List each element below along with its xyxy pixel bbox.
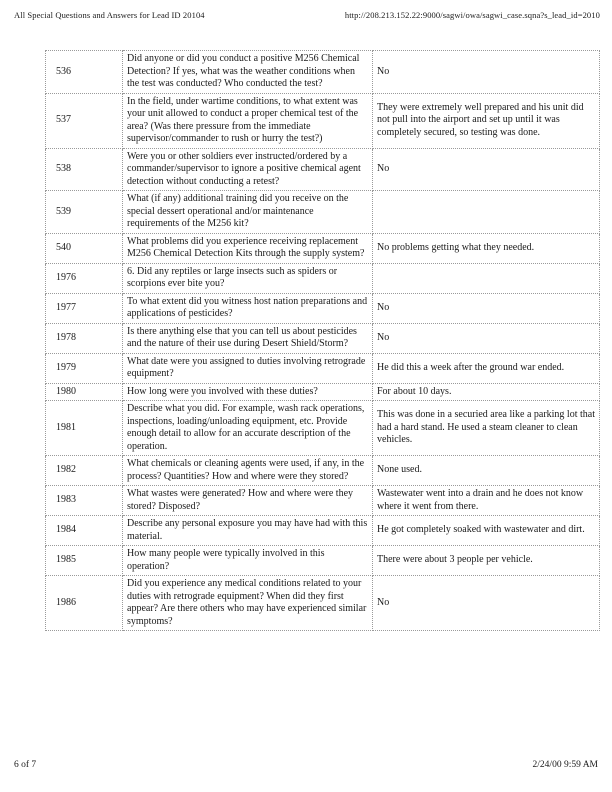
question-id-cell: 539 bbox=[46, 191, 123, 234]
question-cell: 6. Did any reptiles or large insects such as spiders or scorpions ever bite you? bbox=[123, 263, 373, 293]
answer-cell: No bbox=[373, 323, 600, 353]
question-cell: How many people were typically involved in this operation? bbox=[123, 546, 373, 576]
question-id-cell: 1979 bbox=[46, 353, 123, 383]
answer-cell: This was done in a securied area like a parking lot that had a hard stand. He used a steam cleaner to clean vehicles. bbox=[373, 401, 600, 456]
table-row bbox=[46, 293, 600, 323]
question-cell: Did anyone or did you conduct a positive M256 Chemical Detection? If yes, what was the weather conditions when the test was conducted? Who conducted the test? bbox=[123, 51, 373, 94]
document-title: All Special Questions and Answers for Lead ID 20104 bbox=[14, 10, 205, 20]
table-row bbox=[46, 148, 600, 191]
question-id-cell: 1983 bbox=[46, 486, 123, 516]
question-id-cell: 1980 bbox=[46, 383, 123, 401]
qa-table bbox=[45, 50, 600, 631]
answer-cell: He did this a week after the ground war ended. bbox=[373, 353, 600, 383]
question-cell: How long were you involved with these duties? bbox=[123, 383, 373, 401]
answer-cell: Wastewater went into a drain and he does not know where it went from there. bbox=[373, 486, 600, 516]
question-id-cell: 1978 bbox=[46, 323, 123, 353]
answer-cell bbox=[373, 191, 600, 234]
question-id-cell: 1986 bbox=[46, 576, 123, 631]
answer-cell: No bbox=[373, 293, 600, 323]
answer-cell: No bbox=[373, 51, 600, 94]
answer-cell: No bbox=[373, 576, 600, 631]
question-id-cell: 1981 bbox=[46, 401, 123, 456]
question-id-cell: 537 bbox=[46, 93, 123, 148]
question-cell: What date were you assigned to duties involving retrograde equipment? bbox=[123, 353, 373, 383]
answer-cell: No bbox=[373, 148, 600, 191]
question-cell: Is there anything else that you can tell us about pesticides and the nature of their use during Desert Shield/Storm? bbox=[123, 323, 373, 353]
question-cell: To what extent did you witness host nation preparations and applications of pesticides? bbox=[123, 293, 373, 323]
question-id-cell: 540 bbox=[46, 233, 123, 263]
table-row bbox=[46, 546, 600, 576]
question-cell: What problems did you experience receiving replacement M256 Chemical Detection Kits through the supply system? bbox=[123, 233, 373, 263]
answer-cell: He got completely soaked with wastewater and dirt. bbox=[373, 516, 600, 546]
table-row bbox=[46, 51, 600, 94]
table-row bbox=[46, 576, 600, 631]
question-id-cell: 1977 bbox=[46, 293, 123, 323]
qa-table-body bbox=[46, 51, 600, 631]
question-cell: In the field, under wartime conditions, to what extent was your unit allowed to conduct a proper chemical test of the area? (Was there pressure from the immediate supervisor/commander to rush or hurry the test?) bbox=[123, 93, 373, 148]
question-id-cell: 1976 bbox=[46, 263, 123, 293]
answer-cell bbox=[373, 263, 600, 293]
print-timestamp: 2/24/00 9:59 AM bbox=[532, 760, 598, 770]
answer-cell: No problems getting what they needed. bbox=[373, 233, 600, 263]
question-cell: Were you or other soldiers ever instructed/ordered by a commander/supervisor to ignore a positive chemical agent detection without conducting a retest? bbox=[123, 148, 373, 191]
answer-cell: For about 10 days. bbox=[373, 383, 600, 401]
question-cell: Describe what you did. For example, wash rack operations, inspections, loading/unloading equipment, etc. Provide enough detail to allow for an accurate description of the operation. bbox=[123, 401, 373, 456]
question-cell: Did you experience any medical conditions related to your duties with retrograde equipment? When did they first appear? Are there others who may have experienced similar symptoms? bbox=[123, 576, 373, 631]
table-row bbox=[46, 353, 600, 383]
question-id-cell: 1985 bbox=[46, 546, 123, 576]
question-cell: What chemicals or cleaning agents were used, if any, in the process? Quantities? How and where were they stored? bbox=[123, 456, 373, 486]
page-number: 6 of 7 bbox=[14, 760, 37, 770]
answer-cell: They were extremely well prepared and his unit did not pull into the airport and set up until it was completely secured, so testing was done. bbox=[373, 93, 600, 148]
question-id-cell: 1982 bbox=[46, 456, 123, 486]
answer-cell: None used. bbox=[373, 456, 600, 486]
table-row bbox=[46, 263, 600, 293]
table-row bbox=[46, 516, 600, 546]
question-id-cell: 536 bbox=[46, 51, 123, 94]
question-cell: Describe any personal exposure you may have had with this material. bbox=[123, 516, 373, 546]
question-id-cell: 538 bbox=[46, 148, 123, 191]
table-row bbox=[46, 233, 600, 263]
table-row bbox=[46, 486, 600, 516]
question-cell: What wastes were generated? How and where were they stored? Disposed? bbox=[123, 486, 373, 516]
answer-cell: There were about 3 people per vehicle. bbox=[373, 546, 600, 576]
page-footer bbox=[14, 760, 598, 770]
table-row bbox=[46, 401, 600, 456]
table-row bbox=[46, 323, 600, 353]
table-row bbox=[46, 456, 600, 486]
document-url: http://208.213.152.22:9000/sagwi/owa/sagwi_case.sqna?s_lead_id=2010 bbox=[344, 10, 600, 20]
table-row bbox=[46, 383, 600, 401]
document-header bbox=[14, 10, 600, 20]
question-id-cell: 1984 bbox=[46, 516, 123, 546]
table-row bbox=[46, 191, 600, 234]
table-row bbox=[46, 93, 600, 148]
question-cell: What (if any) additional training did you receive on the special dessert operational and/or maintenance requirements of the M256 kit? bbox=[123, 191, 373, 234]
